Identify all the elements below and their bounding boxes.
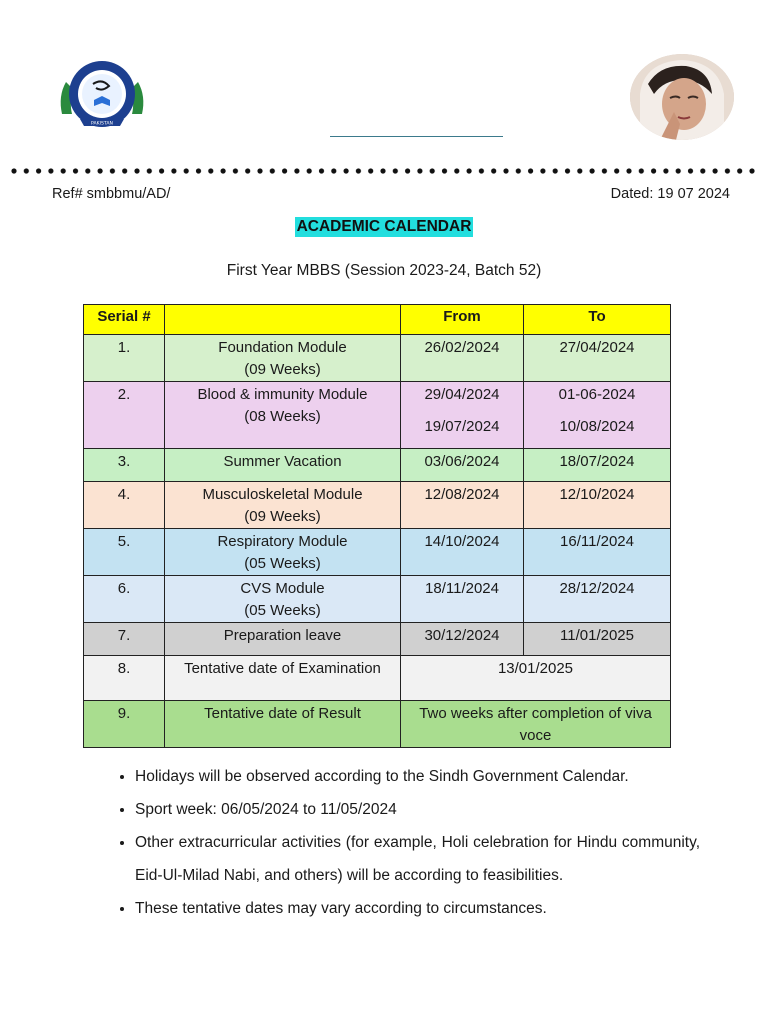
activity-duration: (09 Weeks) (244, 361, 321, 378)
serial-cell: 6. (84, 576, 165, 623)
academic-calendar-table (83, 304, 671, 748)
activity-duration: (09 Weeks) (244, 508, 321, 525)
activity-duration: (05 Weeks) (244, 555, 321, 572)
dotted-divider (10, 166, 760, 176)
activity-duration: (08 Weeks) (244, 408, 321, 425)
list-item: • These tentative dates may vary according to circumstances. (135, 892, 700, 925)
header-rule (330, 136, 503, 137)
table-row (84, 701, 671, 748)
serial-cell: 1. (84, 335, 165, 382)
table-row (84, 382, 671, 449)
to-date-cell: 18/07/2024 (524, 449, 671, 482)
reference-number: Ref# smbbmu/AD/ (52, 186, 171, 202)
from-date-cell: 03/06/2024 (401, 449, 524, 482)
to-date-cell: 11/01/2025 (524, 623, 671, 656)
column-header-activity (165, 305, 401, 335)
from-date: 29/04/2024 (424, 386, 500, 403)
portrait-photo (630, 54, 734, 140)
activity-title: Musculoskeletal Module (202, 486, 363, 503)
serial-cell: 3. (84, 449, 165, 482)
activity-cell (165, 482, 401, 529)
serial-cell: 9. (84, 701, 165, 748)
table-row (84, 623, 671, 656)
activity-cell: Summer Vacation (165, 449, 401, 482)
result-date-cell: Two weeks after completion of viva voce (401, 701, 671, 748)
activity-duration: (05 Weeks) (244, 602, 321, 619)
activity-cell: Tentative date of Result (165, 701, 401, 748)
table-header-row (84, 305, 671, 335)
list-item: • Holidays will be observed according to the Sindh Government Calendar. (135, 760, 700, 793)
to-date-cell (524, 382, 671, 449)
list-item: • Other extracurricular activities (for example, Holi celebration for Hindu community, Eid-Ul-Milad Nabi, and others) will be according to feasibilities. (135, 826, 700, 892)
activity-cell (165, 576, 401, 623)
notes-list (113, 760, 700, 925)
university-logo (56, 56, 148, 136)
activity-title: Foundation Module (218, 339, 347, 356)
to-date: 01-06-2024 (558, 386, 636, 403)
from-date-cell (401, 382, 524, 449)
to-date-cell: 27/04/2024 (524, 335, 671, 382)
serial-cell: 4. (84, 482, 165, 529)
from-date-cell: 30/12/2024 (401, 623, 524, 656)
to-date-second: 10/08/2024 (559, 418, 635, 435)
serial-cell: 7. (84, 623, 165, 656)
to-date-cell: 12/10/2024 (524, 482, 671, 529)
activity-cell: Tentative date of Examination (165, 656, 401, 701)
activity-cell (165, 529, 401, 576)
activity-cell (165, 335, 401, 382)
column-header-serial: Serial # (84, 305, 165, 335)
from-date-cell: 14/10/2024 (401, 529, 524, 576)
from-date-cell: 18/11/2024 (401, 576, 524, 623)
serial-cell: 5. (84, 529, 165, 576)
column-header-from: From (401, 305, 524, 335)
table-row (84, 656, 671, 701)
serial-cell: 2. (84, 382, 165, 449)
from-date-second: 19/07/2024 (424, 418, 500, 435)
table-row (84, 576, 671, 623)
activity-title: Respiratory Module (217, 533, 348, 550)
logo-country-text: PAKISTAN (91, 121, 113, 127)
serial-cell: 8. (84, 656, 165, 701)
activity-cell: Preparation leave (165, 623, 401, 656)
exam-date-cell: 13/01/2025 (401, 656, 671, 701)
from-date-cell: 26/02/2024 (401, 335, 524, 382)
table-row (84, 482, 671, 529)
table-row (84, 449, 671, 482)
document-date: Dated: 19 07 2024 (610, 186, 730, 202)
activity-cell (165, 382, 401, 449)
column-header-to: To (524, 305, 671, 335)
to-date-cell: 16/11/2024 (524, 529, 671, 576)
document-title: ACADEMIC CALENDAR (296, 218, 472, 235)
from-date-cell: 12/08/2024 (401, 482, 524, 529)
to-date-cell: 28/12/2024 (524, 576, 671, 623)
table-row (84, 335, 671, 382)
activity-title: Blood & immunity Module (197, 386, 368, 403)
list-item: • Sport week: 06/05/2024 to 11/05/2024 (135, 793, 700, 826)
table-row (84, 529, 671, 576)
document-subtitle: First Year MBBS (Session 2023-24, Batch 52) (226, 262, 542, 279)
activity-title: CVS Module (240, 580, 325, 597)
